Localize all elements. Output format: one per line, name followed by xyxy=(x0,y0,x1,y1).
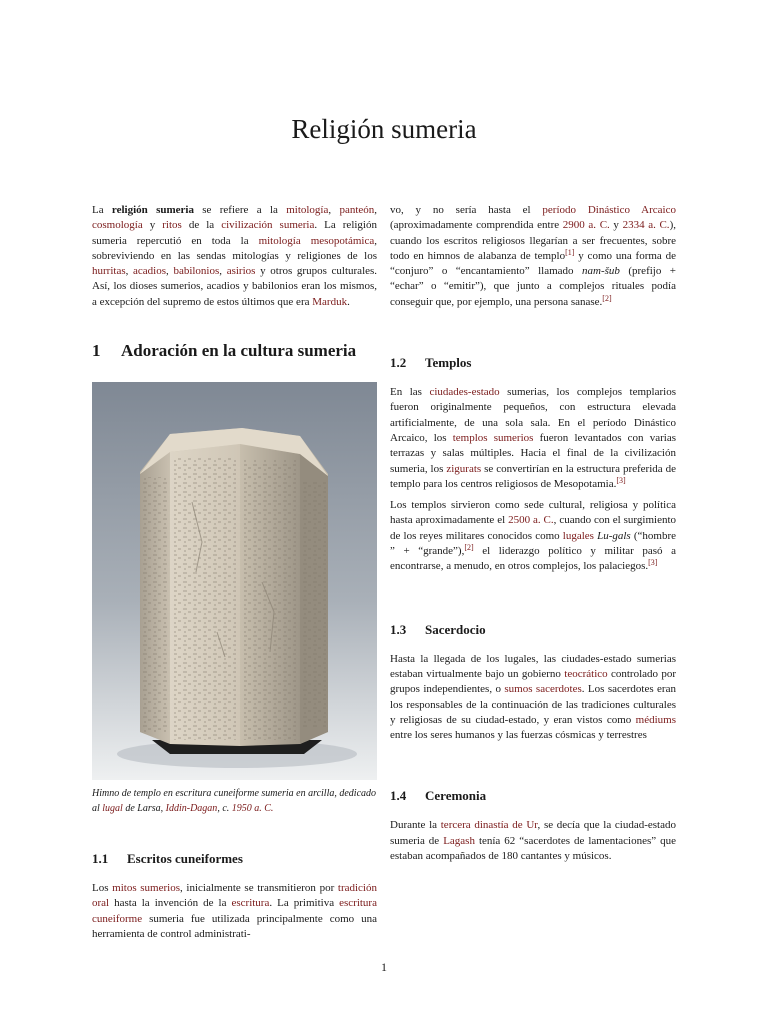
right-column xyxy=(390,203,676,864)
section-heading-1-2: 1.2 Templos xyxy=(390,355,472,371)
term-nam-sub: nam-šub xyxy=(582,265,620,278)
link-mitologia[interactable]: mitología xyxy=(286,204,329,216)
link-mediums[interactable]: médiums xyxy=(635,713,676,726)
link-lugales[interactable]: lugales xyxy=(562,529,594,542)
templos-paragraph-1: En las ciudades-estado sumerias, los complejos templarios fueron originalmente pequeños, con estructura elevada artificialmente, de una sola sala. En el período Dinástico Arcaico, los templos sumerios fueron levantados con varias terrazas y salas múltiples. Hacia el final de la civilización sumeria, los zigurats se convertirían en la estructura preferida de templo para los centros religiosos de Mesopotamia.[3] xyxy=(390,386,676,490)
link-periodo-dinastico-arcaico[interactable]: período Dinástico Arcaico xyxy=(542,204,676,216)
link-iddin-dagan[interactable]: Iddin-Dagan xyxy=(165,802,218,814)
link-1950-ac[interactable]: 1950 a. C. xyxy=(231,802,274,814)
link-tercera-dinastia-ur[interactable]: tercera dinastía de Ur xyxy=(440,819,538,832)
link-mitos-sumerios[interactable]: mitos sumerios xyxy=(112,882,180,895)
section-heading-1: 1 Adoración en la cultura sumeria xyxy=(92,341,357,361)
page-number: 1 xyxy=(381,960,387,974)
page-title: Religión sumeria xyxy=(291,114,477,144)
link-templos-sumerios[interactable]: templos sumerios xyxy=(452,431,534,444)
link-ciudades-estado[interactable]: ciudades-estado xyxy=(429,386,500,399)
ref-3b[interactable]: [3] xyxy=(648,558,658,568)
link-acadios[interactable]: acadios xyxy=(133,265,167,278)
ref-2[interactable]: [2] xyxy=(602,293,612,303)
link-tradicion-oral[interactable]: tradición oral xyxy=(92,882,377,910)
section-heading-1-3: 1.3 Sacerdocio xyxy=(390,621,486,637)
link-civilizacion-sumeria[interactable]: civilización sumeria xyxy=(221,219,315,232)
sacerdocio-paragraph: Hasta la llegada de los lugales, las ciudades-estado sumerias estaban virtualmente bajo un gobierno teocrático controlado por grupos independientes, o sumos sacerdotes. Los sacerdotes eran los responsables de la continuación de las tradiciones culturales y religiosas de su ciudad-estado, y eran vistos como médiums entre los seres humanos y las fuerzas cósmicas y terrestres xyxy=(390,652,676,742)
link-lagash[interactable]: Lagash xyxy=(443,834,475,847)
link-2900-ac[interactable]: 2900 a. C. xyxy=(562,219,610,232)
link-sumos-sacerdotes[interactable]: sumos sacerdotes xyxy=(504,683,582,696)
link-babilonios[interactable]: babilonios xyxy=(173,265,220,278)
section-heading-1-4: 1.4 Ceremonia xyxy=(390,788,487,804)
link-escritura[interactable]: escritura xyxy=(231,897,270,910)
link-panteon[interactable]: panteón xyxy=(339,204,375,216)
link-marduk[interactable]: Marduk xyxy=(312,295,348,308)
link-escritura-cuneiforme[interactable]: escritura cuneiforme xyxy=(92,897,377,925)
link-teocratico[interactable]: teocrático xyxy=(564,667,608,680)
link-cosmologia[interactable]: cosmología xyxy=(92,219,143,232)
cuneiform-prism-image[interactable] xyxy=(92,382,377,780)
left-column xyxy=(92,203,377,942)
ref-2b[interactable]: [2] xyxy=(464,543,474,553)
prism-illustration xyxy=(92,382,377,780)
term-lu-gals: Lu-gals xyxy=(597,529,631,542)
ref-1[interactable]: [1] xyxy=(565,247,575,257)
link-lugal[interactable]: lugal xyxy=(102,802,123,814)
figure-caption: Himno de templo en escritura cuneiforme sumeria en arcilla, dedicado al lugal de Larsa, Iddin-Dagan, c. 1950 a. C. xyxy=(92,788,377,814)
section-heading-1-1: 1.1 Escritos cuneiformes xyxy=(92,851,243,867)
continuation-paragraph: vo, y no sería hasta el período Dinástico Arcaico (aproximadamente comprendida entre 2900 a. C. y 2334 a. C.), cuando los escritos religiosos llegarían a ser frecuentes, sobre todo en himnos de alabanza de templo[1] y como una forma de “conjuro” o “encantamiento” llamado nam-šub (prefijo + “echar” o “emitir”), que junto a complejos rituales podía conseguir que, por ejemplo, una persona sanase.[2] xyxy=(390,204,677,308)
link-2500-ac[interactable]: 2500 a. C. xyxy=(508,514,554,527)
link-hurritas[interactable]: hurritas xyxy=(92,265,126,278)
link-ritos[interactable]: ritos xyxy=(162,219,182,232)
link-2334-ac[interactable]: 2334 a. C. xyxy=(622,219,670,232)
intro-paragraph: La religión sumeria se refiere a la mitología, panteón, cosmología y ritos de la civilización sumeria. La religión sumeria repercutió en toda la mitología mesopotámica, sobreviviendo en las sendas mitologías y religiones de los hurritas, acadios, babilonios, asirios y otros grupos culturales. Así, los dioses sumerios, acadios y babilonios eran los mismos, a excepción del supremo de estos últimos que era Marduk. xyxy=(92,204,378,308)
ceremonia-paragraph: Durante la tercera dinastía de Ur, se decía que la ciudad-estado sumeria de Lagash tenía 62 “sacerdotes de lamentaciones” que estaban acompañados de 180 cantantes y músicos. xyxy=(390,819,677,863)
link-mitologia-mesopotamica[interactable]: mitología mesopotámica xyxy=(258,234,375,247)
escritos-paragraph: Los mitos sumerios, inicialmente se transmitieron por tradición oral hasta la invención de la escritura. La primitiva escritura cuneiforme sumeria fue utilizada principalmente como una herramienta de control administrati- xyxy=(92,882,377,940)
intro-bold-term: religión sumeria xyxy=(111,204,194,216)
link-asirios[interactable]: asirios xyxy=(226,265,256,278)
ref-3[interactable]: [3] xyxy=(616,475,626,485)
link-zigurats[interactable]: zigurats xyxy=(446,462,482,475)
templos-paragraph-2: Los templos sirvieron como sede cultural, religiosa y política hasta aproximadamente el 2500 a. C., cuando con el surgimiento de los reyes militares conocidos como lugales Lu-gals (“hombre ” + “grande”),[2] el liderazgo político y militar pasó a encontrarse, a menudo, en otros complejos, los palaciegos.[3] xyxy=(390,499,677,573)
